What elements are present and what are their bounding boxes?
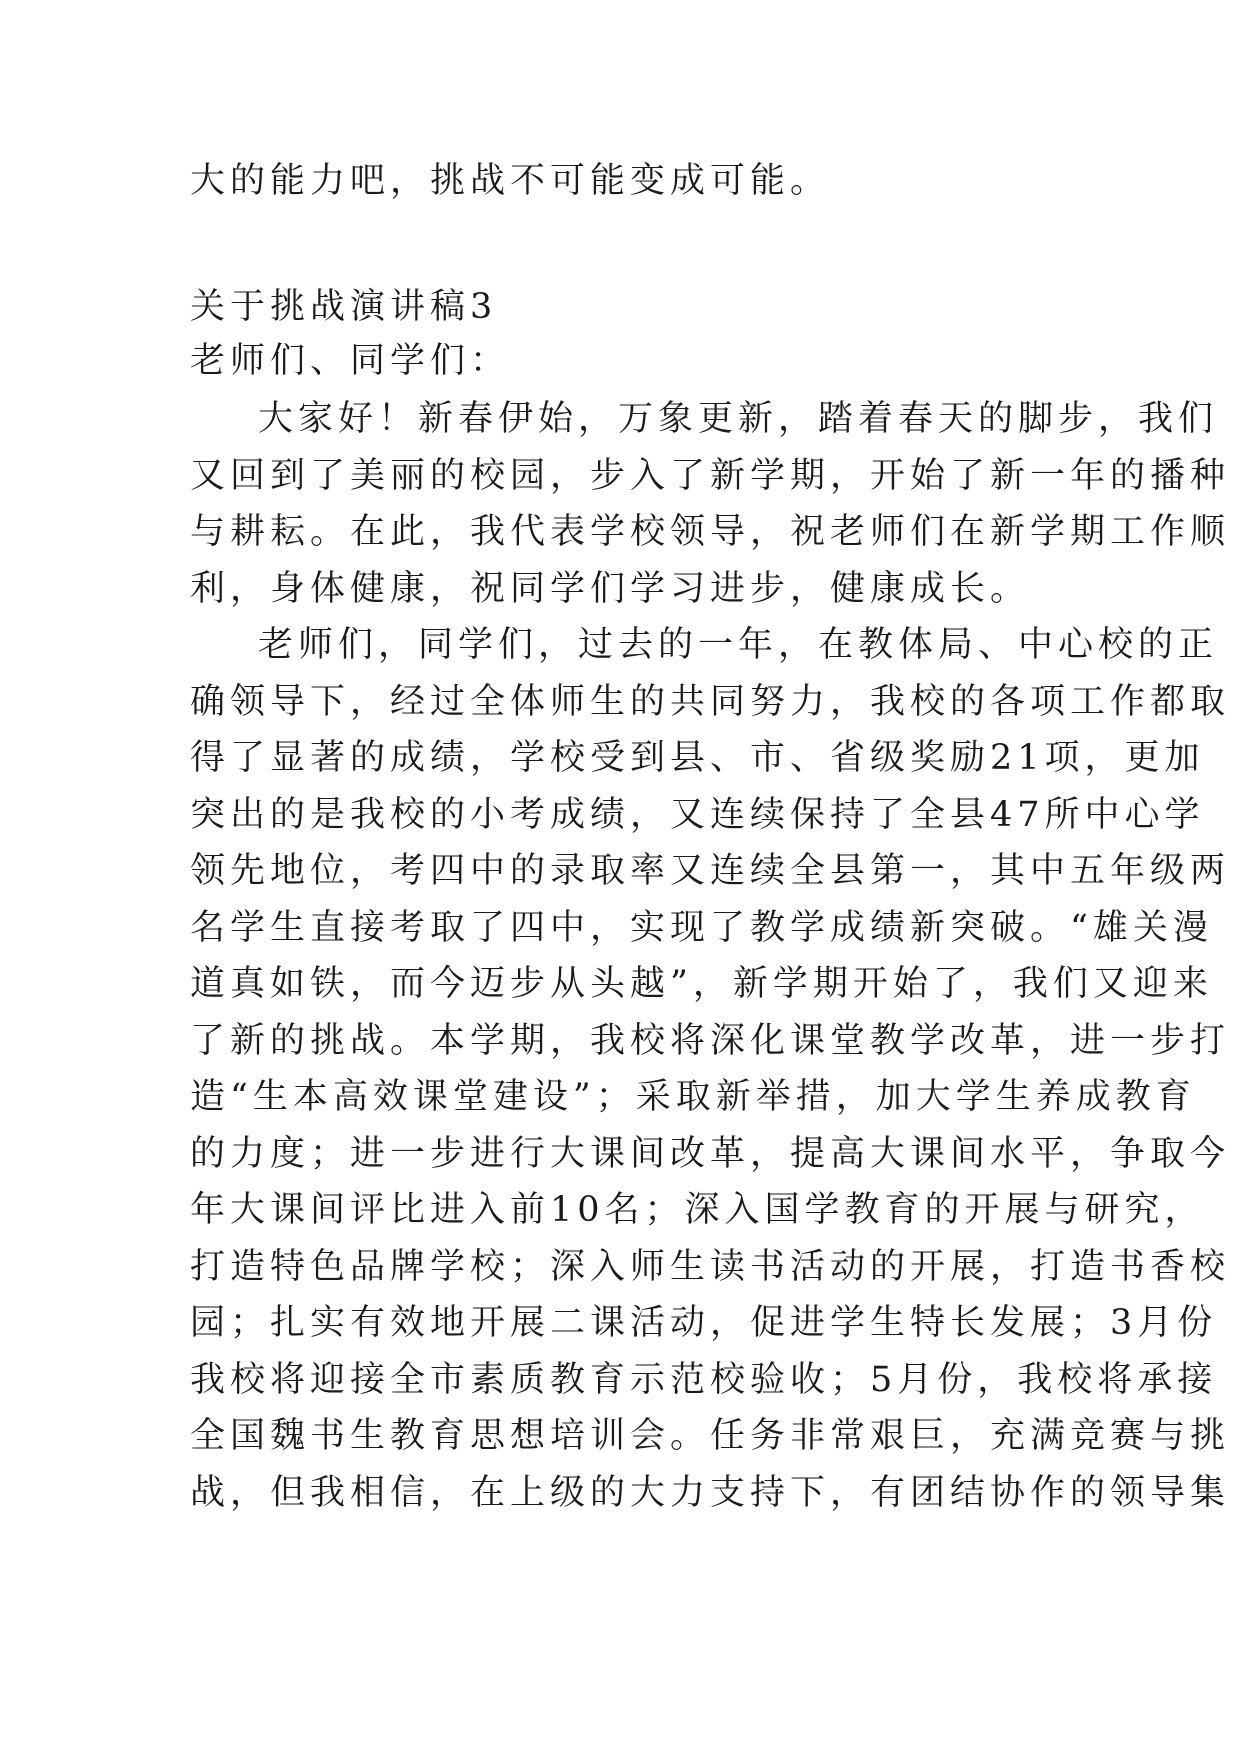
- paragraph-line: 利，身体健康，祝同学们学习进步，健康成长。: [190, 569, 1031, 609]
- paragraph-line: 大家好！新春伊始，万象更新，踏着春天的脚步，我们: [258, 399, 1219, 439]
- paragraph-line: 老师们，同学们，过去的一年，在教体局、中心校的正: [258, 625, 1219, 665]
- paragraph-line: 的力度；进一步进行大课间改革，提高大课间水平，争取今: [190, 1134, 1231, 1174]
- paragraph-line: 突出的是我校的小考成绩，又连续保持了全县47所中心学: [190, 795, 1205, 835]
- paragraph-line: 年大课间评比进入前10名；深入国学教育的开展与研究，: [190, 1190, 1205, 1230]
- paragraph-line: 确领导下，经过全体师生的共同努力，我校的各项工作都取: [190, 682, 1231, 722]
- paragraph-line: 又回到了美丽的校园，步入了新学期，开始了新一年的播种: [190, 456, 1231, 496]
- paragraph-line: 全国魏书生教育思想培训会。任务非常艰巨，充满竞赛与挑: [190, 1416, 1231, 1456]
- paragraph-line: 道真如铁，而今迈步从头越”，新学期开始了，我们又迎来: [190, 964, 1213, 1004]
- salutation: 老师们、同学们：: [190, 341, 511, 381]
- paragraph-line: 造“生本高效课堂建设”；采取新举措，加大学生养成教育: [190, 1077, 1196, 1117]
- paragraph-line: 与耕耘。在此，我代表学校领导，祝老师们在新学期工作顺: [190, 512, 1231, 552]
- paragraph-line: 我校将迎接全市素质教育示范校验收；5月份，我校将承接: [190, 1360, 1218, 1400]
- paragraph-line: 战，但我相信，在上级的大力支持下，有团结协作的领导集: [190, 1473, 1231, 1513]
- paragraph-line: 领先地位，考四中的录取率又连续全县第一，其中五年级两: [190, 851, 1231, 891]
- section-heading: 关于挑战演讲稿3: [190, 287, 498, 327]
- paragraph-line: 园；扎实有效地开展二课活动，促进学生特长发展；3月份: [190, 1303, 1218, 1343]
- paragraph-line: 名学生直接考取了四中，实现了教学成绩新突破。“雄关漫: [190, 908, 1213, 948]
- paragraph-line: 打造特色品牌学校；深入师生读书活动的开展，打造书香校: [190, 1247, 1231, 1287]
- paragraph-line: 了新的挑战。本学期，我校将深化课堂教学改革，进一步打: [190, 1021, 1231, 1061]
- paragraph-line: 得了显著的成绩，学校受到县、市、省级奖励21项，更加: [190, 738, 1205, 778]
- text-line-continuation: 大的能力吧，挑战不可能变成可能。: [190, 161, 831, 201]
